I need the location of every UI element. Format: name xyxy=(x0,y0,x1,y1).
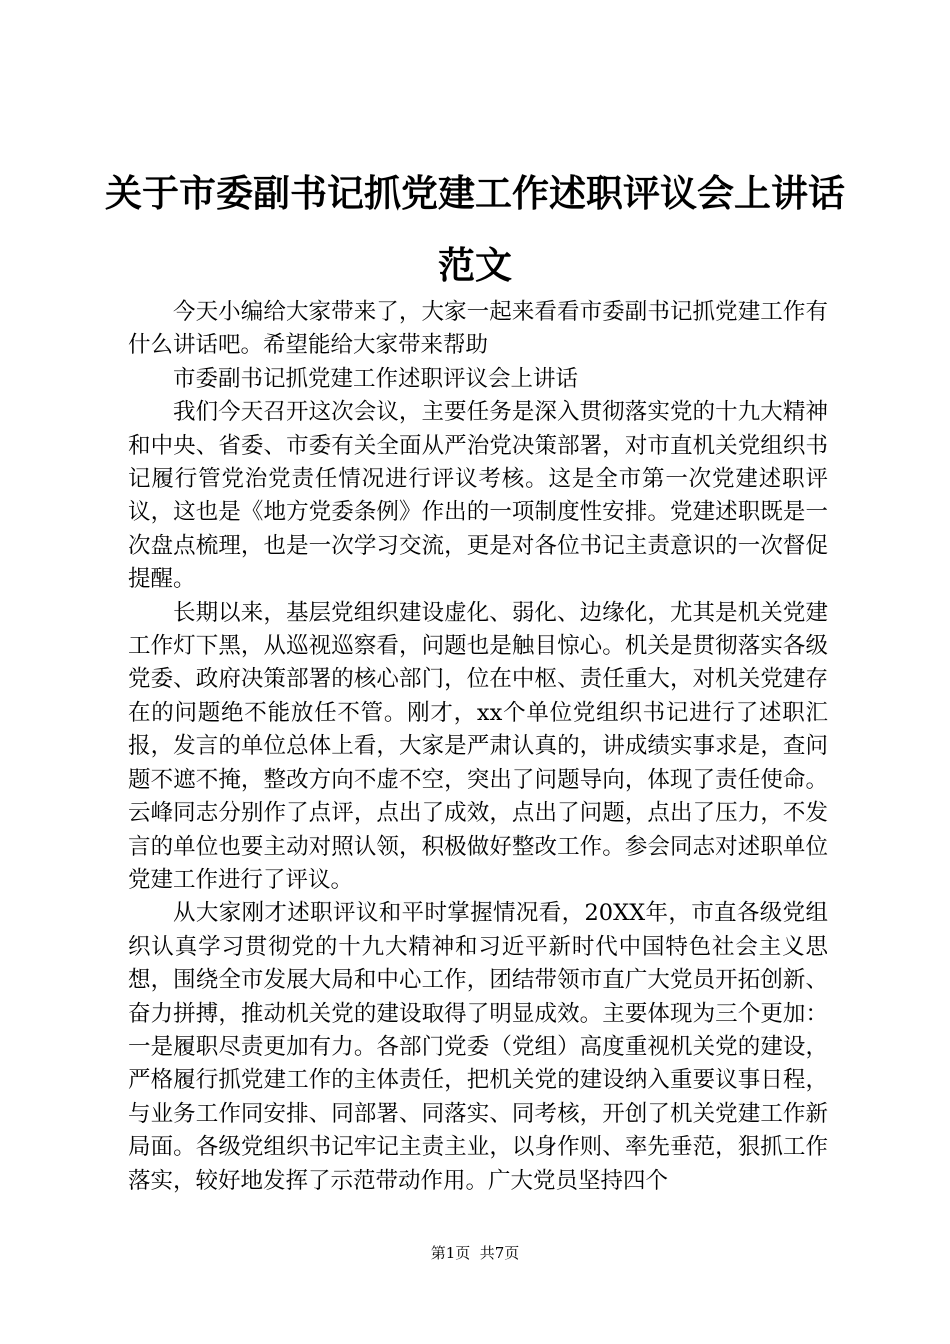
paragraph-3: 从大家刚才述职评议和平时掌握情况看，20XX年，市直各级党组织认真学习贯彻党的十九大精神和习近平新时代中国特色社会主义思想，围绕全市发展大局和中心工作，团结带领市直广大党员开拓创新、奋力拼搏，推动机关党的建设取得了明显成效。主要体现为三个更加：一是履职尽责更加有力。各部门党委（党组）高度重视机关党的建设，严格履行抓党建工作的主体责任，把机关党的建设纳入重要议事日程，与业务工作同安排、同部署、同落实、同考核，开创了机关党建工作新局面。各级党组织书记牢记主责主业，以身作则、率先垂范，狠抓工作落实，较好地发挥了示范带动作用。广大党员坚持四个 xyxy=(128,900,828,1194)
paragraph-intro: 今天小编给大家带来了，大家一起来看看市委副书记抓党建工作有什么讲话吧。希望能给大家带来帮助 xyxy=(128,299,828,359)
paragraph-subtitle: 市委副书记抓党建工作述职评议会上讲话 xyxy=(173,365,579,392)
paragraph-1: 我们今天召开这次会议，主要任务是深入贯彻落实党的十九大精神和中央、省委、市委有关全面从严治党决策部署，对市直机关党组织书记履行管党治党责任情况进行评议考核。这是全市第一次党建述职评议，这也是《地方党委条例》作出的一项制度性安排。党建述职既是一次盘点梳理，也是一次学习交流，更是对各位书记主责意识的一次督促提醒。 xyxy=(128,399,828,593)
paragraph-2: 长期以来，基层党组织建设虚化、弱化、边缘化，尤其是机关党建工作灯下黑，从巡视巡察看，问题也是触目惊心。机关是贯彻落实各级党委、政府决策部署的核心部门，位在中枢、责任重大，对机关党建存在的问题绝不能放任不管。刚才，xx个单位党组织书记进行了述职汇报，发言的单位总体上看，大家是严肃认真的，讲成绩实事求是，查问题不遮不掩，整改方向不虚不空，突出了问题导向，体现了责任使命。云峰同志分别作了点评，点出了成效，点出了问题，点出了压力，不发言的单位也要主动对照认领，积极做好整改工作。参会同志对述职单位党建工作进行了评议。 xyxy=(128,599,828,893)
page-number: 第1页 共7页 xyxy=(430,1244,520,1262)
document-title: 关于市委副书记抓党建工作述职评议会上讲话范文 xyxy=(105,172,845,287)
page-footer xyxy=(0,1243,950,1263)
document-body xyxy=(128,296,828,1198)
